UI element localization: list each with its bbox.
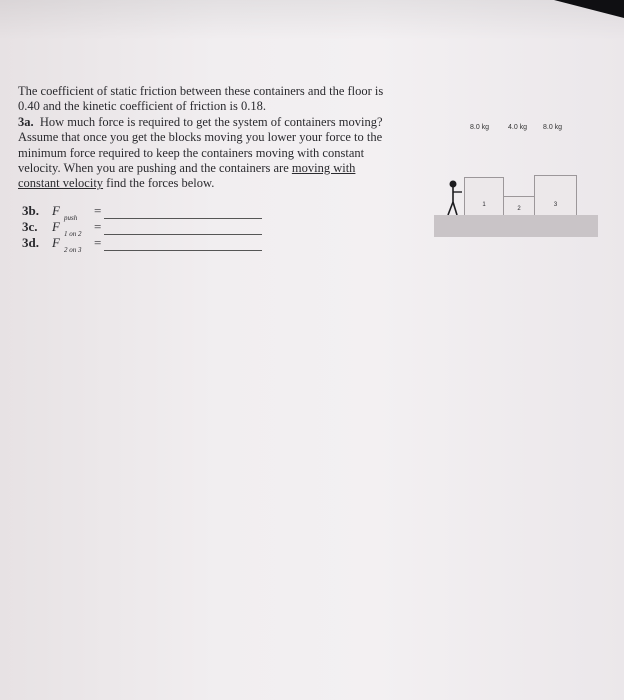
- equals-sign: =: [94, 235, 102, 250]
- answer-label: 3c.: [22, 219, 38, 234]
- container-block-1: [464, 177, 504, 217]
- mass-label-2: 4.0 kg: [508, 124, 528, 131]
- mass-label-1: 8.0 kg: [470, 124, 490, 131]
- page-corner-shadow: [554, 0, 624, 18]
- answer-label: 3d.: [22, 235, 39, 250]
- problem-text: [18, 84, 438, 192]
- question-3a-text: How much force is required to get the system of containers moving?: [39, 114, 383, 129]
- force-symbol: F: [52, 235, 60, 250]
- blocks-diagram: [434, 174, 598, 238]
- answer-blanks: [22, 203, 104, 254]
- answer-label: 3b.: [22, 203, 39, 218]
- problem-line-7: [18, 176, 438, 191]
- floor: [434, 215, 598, 237]
- problem-line-4: Assume that once you get the blocks moving you lower your force to the: [18, 130, 383, 145]
- block-number: 2: [517, 206, 521, 212]
- force-subscript: push: [64, 214, 78, 222]
- answer-row-3b: [22, 203, 104, 222]
- photo-shading: [0, 0, 624, 40]
- block-number: 3: [553, 202, 558, 208]
- problem-line-6-underlined: moving with: [291, 161, 356, 176]
- force-symbol: F: [52, 203, 60, 218]
- intro-line-1: The coefficient of static friction between these containers and the floor is: [18, 84, 384, 98]
- answer-row-3d: [22, 235, 104, 254]
- question-3a-label: 3a.: [18, 114, 34, 129]
- problem-line-5: minimum force required to keep the containers moving with constant: [18, 145, 365, 160]
- equals-sign: =: [94, 219, 102, 234]
- problem-line-7-text: find the forces below.: [103, 176, 215, 191]
- problem-line-7-underlined: constant velocity: [18, 176, 104, 191]
- force-subscript: 2 on 3: [64, 246, 82, 254]
- problem-line-6-text: velocity. When you are pushing and the containers are: [18, 161, 289, 176]
- answer-blank-line[interactable]: [104, 250, 262, 251]
- mass-label-3: 8.0 kg: [543, 124, 563, 131]
- equals-sign: =: [94, 203, 102, 218]
- container-block-2: [503, 196, 535, 217]
- container-block-3: [534, 175, 577, 217]
- stick-figure-pusher-icon: [442, 180, 462, 216]
- answer-row-3c: [22, 219, 104, 238]
- force-symbol: F: [52, 219, 60, 234]
- block-number: 1: [482, 202, 486, 208]
- answer-blank-line[interactable]: [104, 234, 262, 235]
- intro-line-2: 0.40 and the kinetic coefficient of friction is 0.18.: [18, 99, 266, 114]
- question-3a: [18, 115, 438, 130]
- force-subscript: 1 on 2: [64, 230, 82, 238]
- answer-blank-line[interactable]: [104, 218, 262, 219]
- problem-line-6: [18, 161, 438, 176]
